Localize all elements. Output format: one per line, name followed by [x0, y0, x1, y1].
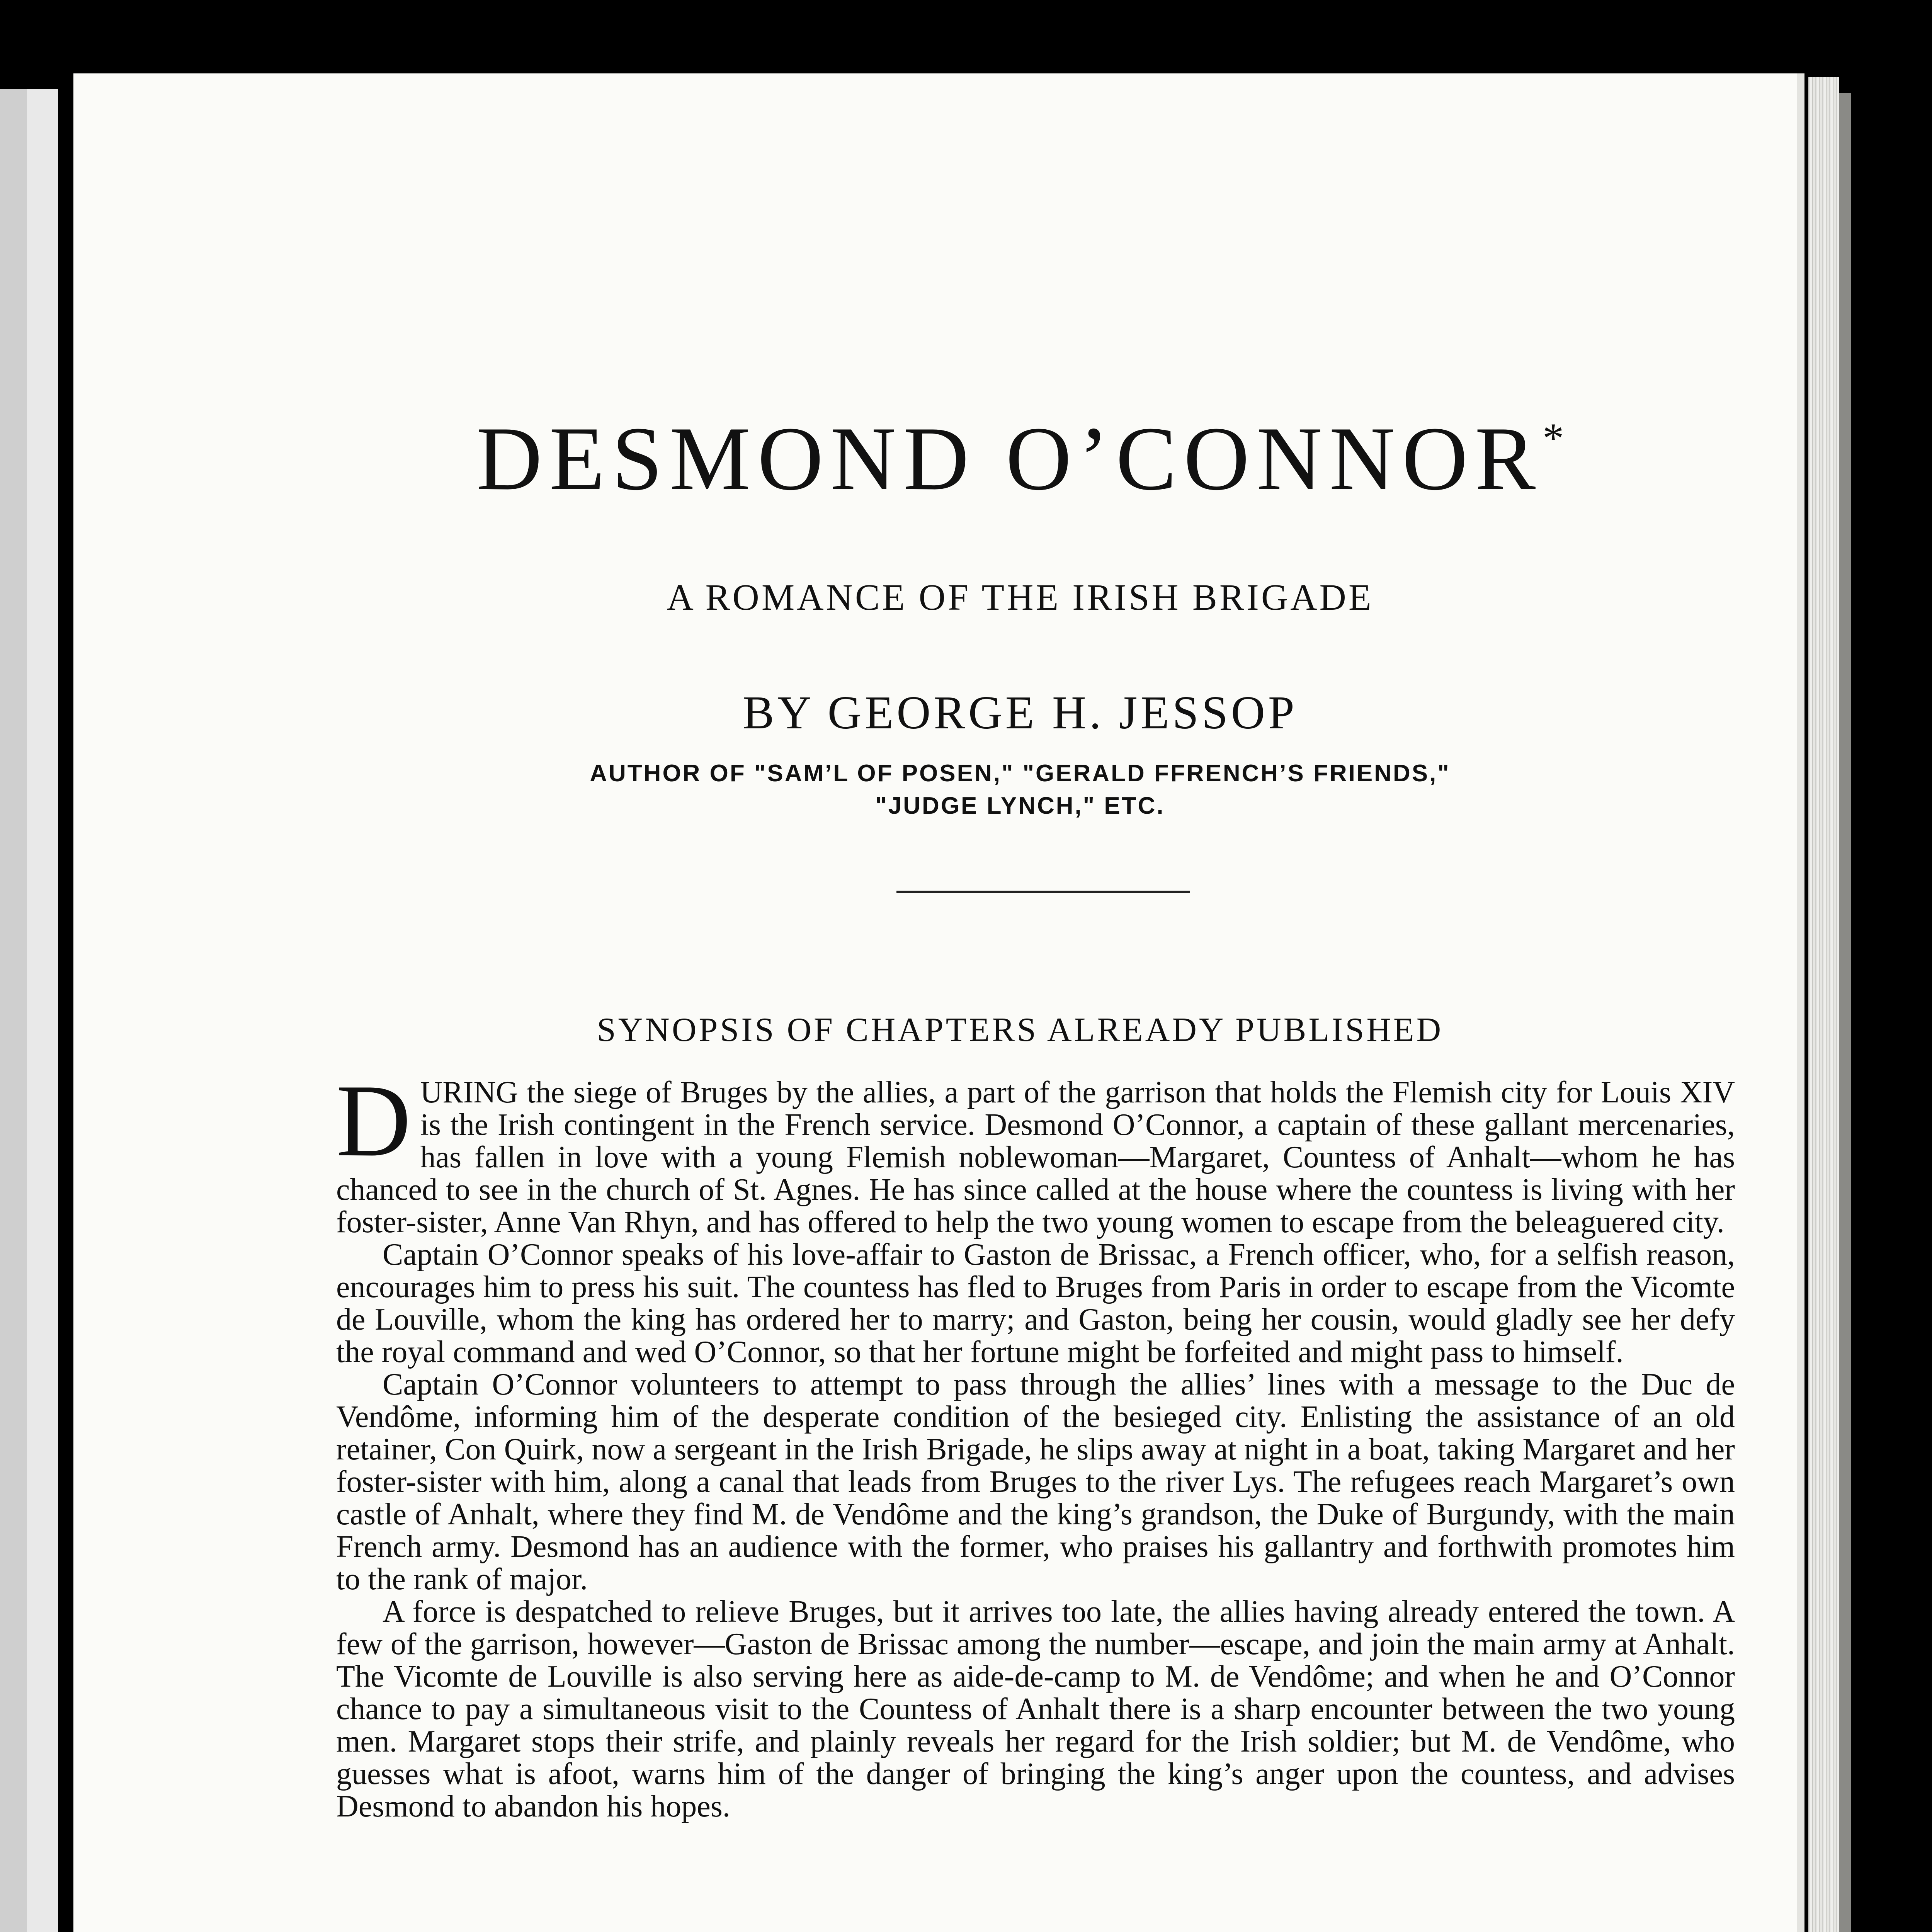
article-subtitle: A ROMANCE OF THE IRISH BRIGADE — [667, 577, 1374, 618]
synopsis-paragraph-1 — [336, 1063, 1735, 1239]
synopsis-paragraph-1-text: URING the siege of Bruges by the allies, a part of the garrison that holds the Flemish city for Louis XIV is the Irish contingent in the French service. Desmond O’Connor, a captain of these gallant mercenaries, has fallen in love with a young Flemish noblewoman—Margaret, Countess of Anhalt—whom he has chanced to see in the church of St. Agnes. He has since called at the house where the countess is living with her foster-sister, Anne Van Rhyn, and has offered to help the two young women to escape from the beleaguered city. — [336, 1075, 1735, 1239]
synopsis-heading: SYNOPSIS OF CHAPTERS ALREADY PUBLISHED — [597, 1011, 1444, 1049]
synopsis-paragraph-3: Captain O’Connor volunteers to attempt to pass through the allies’ lines with a message to the Duc de Vendôme, informing him of the desperate condition of the besieged city. Enlisting the assistance of an old retainer, Con Quirk, now a sergeant in the Irish Brigade, he slips away at night in a boat, taking Margaret and her foster-sister with him, along a canal that leads from Bruges to the river Lys. The refugees reach Margaret’s own castle of Anhalt, where they find M. de Vendôme and the king’s grandson, the Duke of Burgundy, with the main French army. Desmond has an audience with the former, who praises his gallantry and forthwith promotes him to the rank of major. — [336, 1367, 1735, 1596]
page-stack-shadow — [1839, 93, 1851, 1932]
header-divider — [896, 891, 1190, 893]
synopsis-text — [336, 1063, 1735, 1823]
title-footnote-mark: * — [1543, 415, 1564, 462]
synopsis-paragraph-2: Captain O’Connor speaks of his love-affair to Gaston de Brissac, a French officer, who, for a selfish reason, encourages him to press his suit. The countess has fled to Bruges from Paris in order to escape from the Vicomte de Louville, whom the king has ordered her to marry; and Gaston, being her cousin, would gladly see her defy the royal command and wed O’Connor, so that her fortune might be forfeited and might pass to himself. — [336, 1238, 1735, 1369]
author-credits-line-1: AUTHOR OF "SAM’L OF POSEN," "GERALD FFRENCH’S FRIENDS," — [590, 760, 1451, 787]
synopsis-paragraph-4: A force is despatched to relieve Bruges, but it arrives too late, the allies having already entered the town. A few of the garrison, however—Gaston de Brissac among the number—escape, and join the main army at Anhalt. The Vicomte de Louville is also serving here as aide-de-camp to M. de Vendôme; and when he and O’Connor chance to pay a simultaneous visit to the Countess of Anhalt there is a sharp encounter between the two young men. Margaret stops their strife, and plainly reveals her regard for the Irish soldier; but M. de Vendôme, who guesses what is afoot, warns him of the danger of bringing the king’s anger upon the countess, and advises Desmond to abandon his hopes. — [336, 1595, 1735, 1823]
page-stack-edge — [1808, 77, 1839, 1932]
magazine-page — [73, 73, 1804, 1932]
author-credits-line-2: "JUDGE LYNCH," ETC. — [875, 793, 1165, 819]
author-credits — [290, 757, 1750, 822]
synopsis-dropcap: D — [336, 1063, 411, 1178]
facing-page-shadow — [0, 89, 27, 1932]
article-title-text: DESMOND O’CONNOR — [476, 408, 1543, 509]
article-title — [290, 408, 1750, 509]
facing-page-edge — [0, 89, 58, 1932]
author-byline: BY GEORGE H. JESSOP — [743, 687, 1298, 739]
